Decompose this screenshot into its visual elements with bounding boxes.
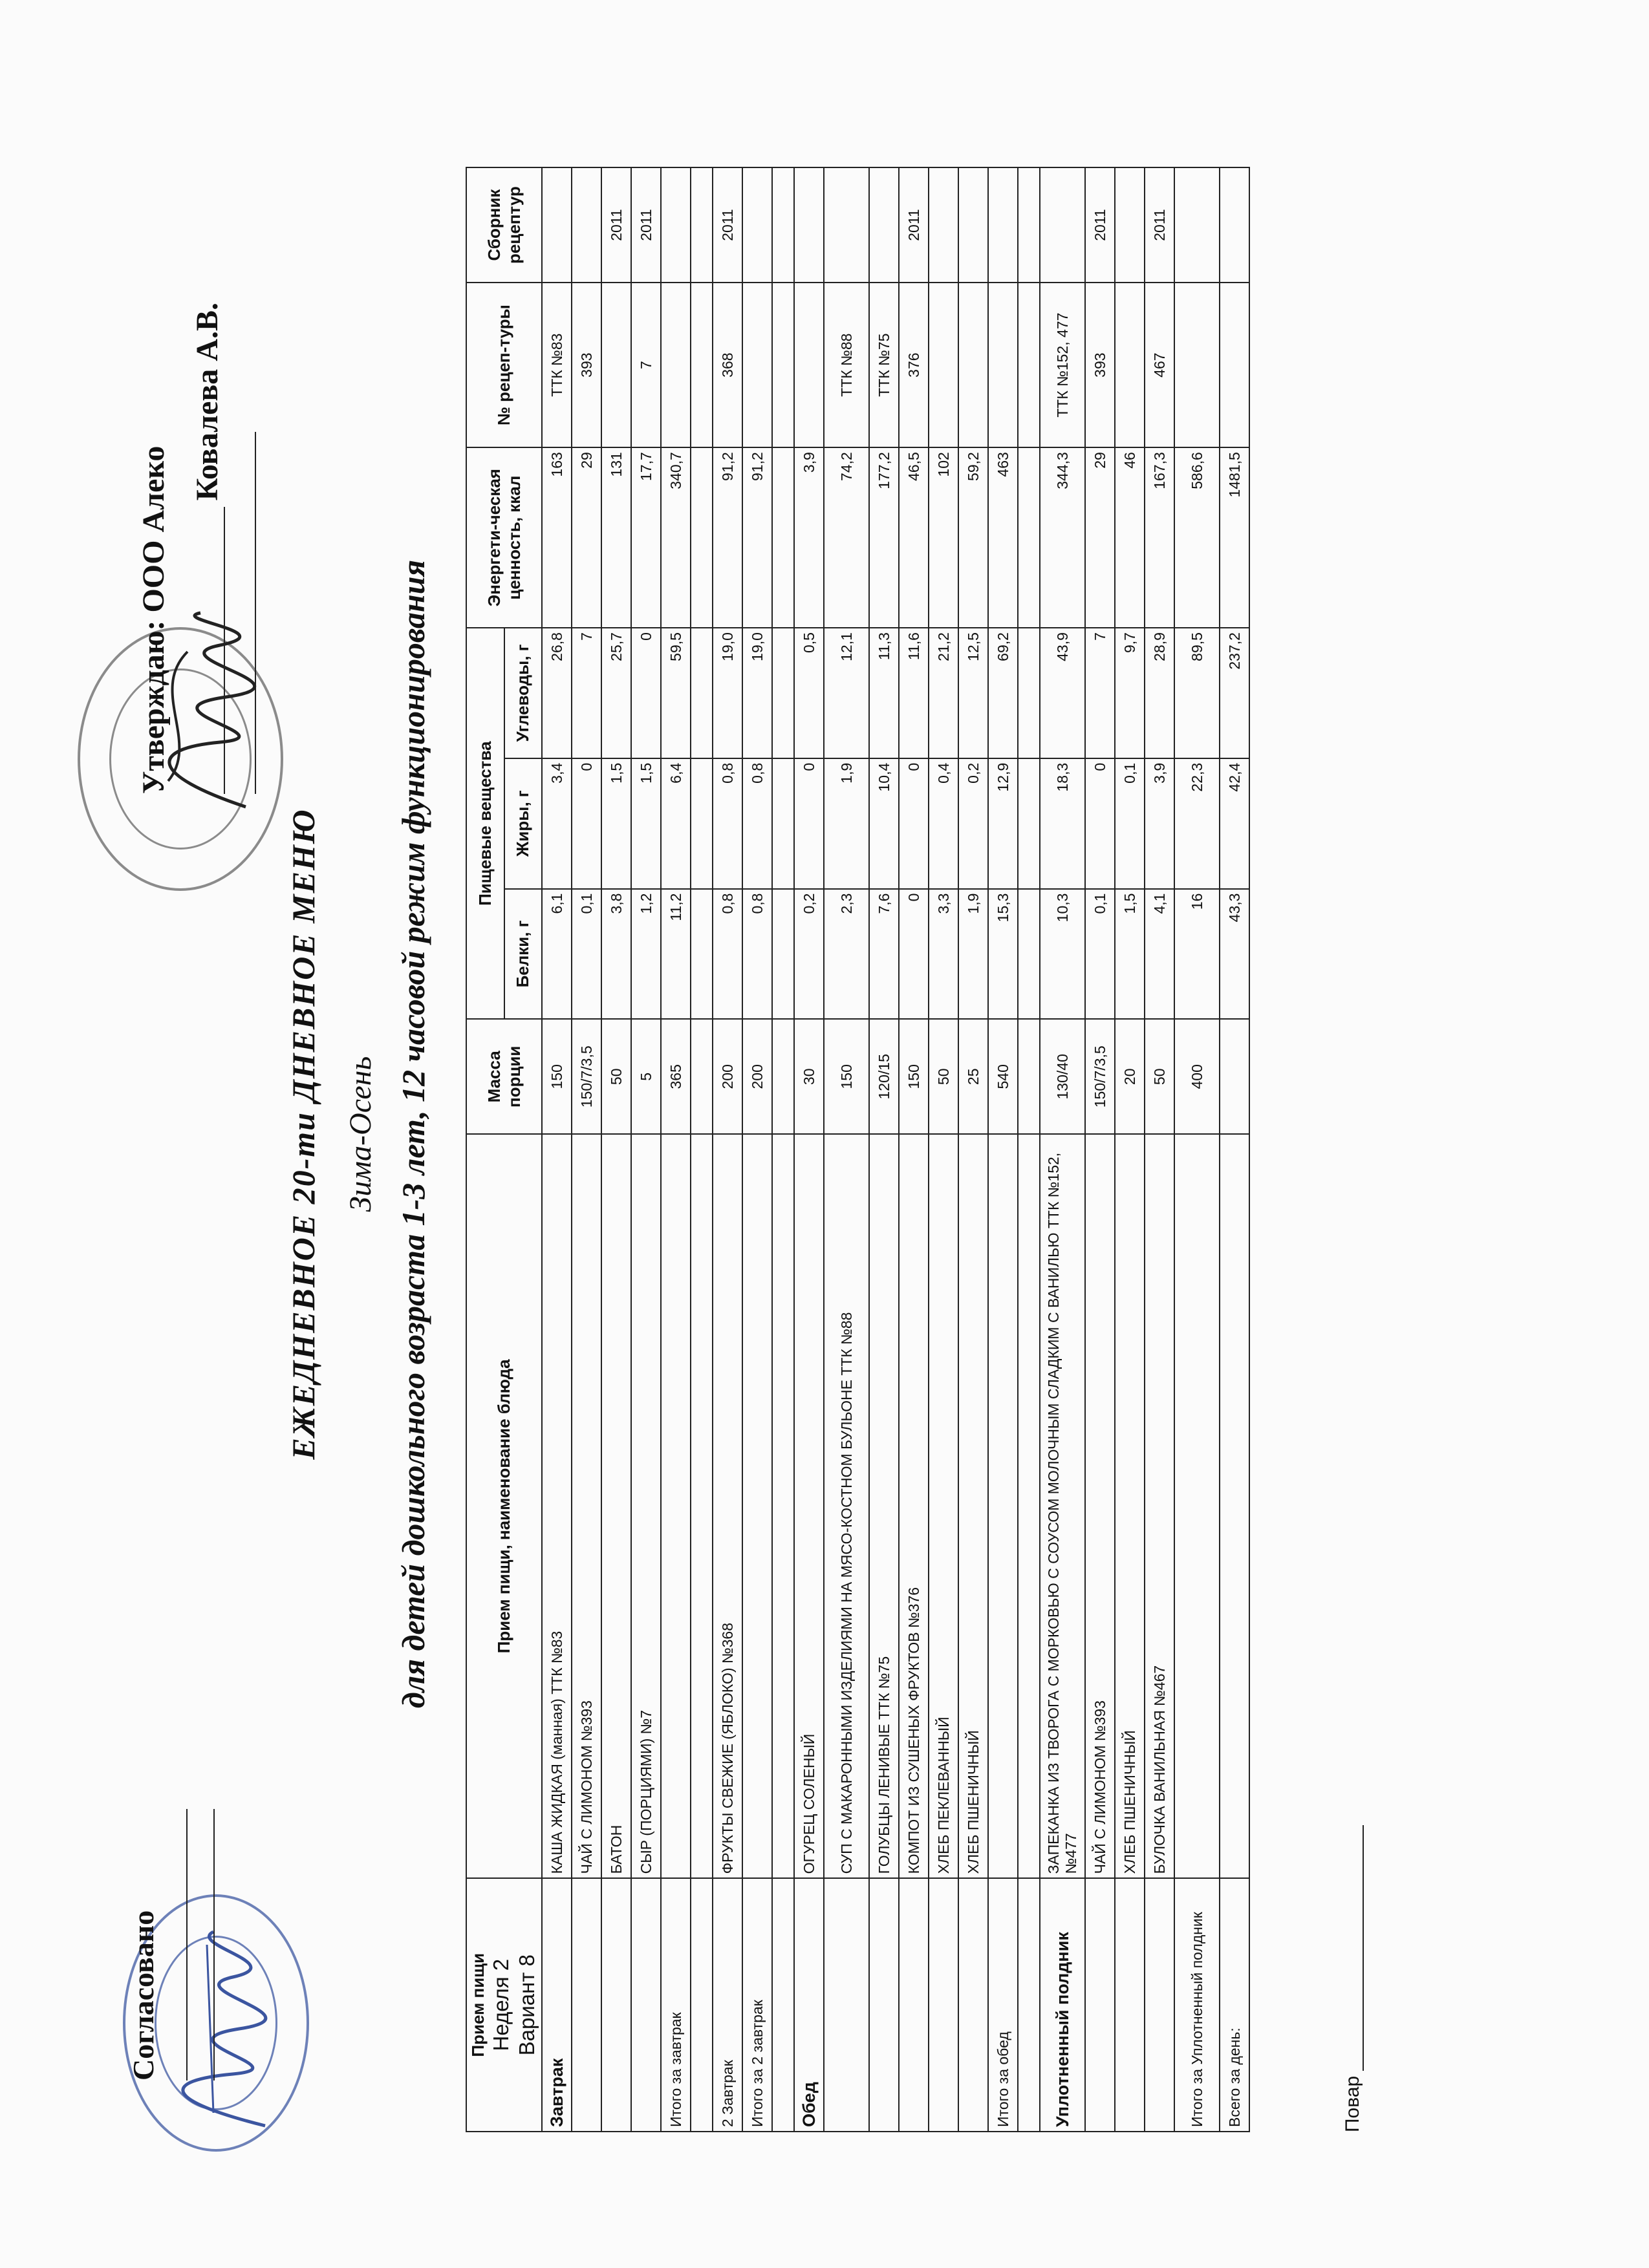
recipe-cell xyxy=(958,283,988,447)
mass-cell: 30 xyxy=(794,1019,824,1134)
energy-cell: 3,9 xyxy=(794,447,824,628)
header-energy: Энергети-ческая ценность, ккал xyxy=(466,447,542,628)
protein-cell: 3,3 xyxy=(929,889,958,1020)
protein-cell: 0 xyxy=(899,889,929,1020)
empty-cell xyxy=(742,1134,772,1878)
menu-table xyxy=(466,167,1250,2132)
table-row xyxy=(1040,167,1085,2132)
mass-cell: 50 xyxy=(1145,1019,1174,1134)
collection-cell xyxy=(824,167,869,283)
collection-cell: 2011 xyxy=(899,167,929,283)
empty-cell xyxy=(661,167,691,283)
fat-cell: 1,9 xyxy=(824,758,869,889)
carbs-cell: 7 xyxy=(1085,628,1115,758)
protein-cell: 0,1 xyxy=(1085,889,1115,1020)
week-label: Неделя 2 xyxy=(489,1958,513,2051)
recipe-cell: 368 xyxy=(713,283,742,447)
dish-name: БУЛОЧКА ВАНИЛЬНАЯ №467 xyxy=(1145,1134,1174,1878)
energy-cell: 91,2 xyxy=(713,447,742,628)
header-fat: Жиры, г xyxy=(504,758,543,889)
header-collection: Сборник рецептур xyxy=(466,167,542,283)
dish-name: СЫР (ПОРЦИЯМИ) №7 xyxy=(631,1134,661,1878)
empty-cell xyxy=(1220,1134,1249,1878)
carbs-cell: 9,7 xyxy=(1115,628,1145,758)
total-fat: 6,4 xyxy=(661,758,691,889)
mass-cell: 5 xyxy=(631,1019,661,1134)
recipe-cell: 376 xyxy=(899,283,929,447)
variant-label: Вариант 8 xyxy=(515,1954,539,2056)
meal-label-dinner: Уплотненный полдник xyxy=(1040,1878,1085,2132)
total-energy: 91,2 xyxy=(742,447,772,628)
fat-cell: 3,4 xyxy=(542,758,572,889)
collection-cell: 2011 xyxy=(601,167,631,283)
total-row-lunch xyxy=(988,167,1018,2132)
total-protein: 11,2 xyxy=(661,889,691,1020)
mass-cell: 150 xyxy=(899,1019,929,1134)
carbs-cell: 28,9 xyxy=(1145,628,1174,758)
fat-cell: 0,2 xyxy=(958,758,988,889)
meal-label-empty xyxy=(1085,1878,1115,2132)
recipe-cell: 467 xyxy=(1145,283,1174,447)
agreed-signature-line-2 xyxy=(194,1809,215,2081)
fat-cell: 0 xyxy=(1085,758,1115,889)
total-carbs: 19,0 xyxy=(742,628,772,758)
spacer-row xyxy=(691,167,713,2132)
meal-label-empty xyxy=(824,1878,869,2132)
collection-cell: 2011 xyxy=(631,167,661,283)
header-recipe: № рецеп-туры xyxy=(466,283,542,447)
empty-cell xyxy=(1220,167,1249,283)
mass-cell: 130/40 xyxy=(1040,1019,1085,1134)
recipe-cell xyxy=(794,283,824,447)
dish-name: ГОЛУБЦЫ ЛЕНИВЫЕ ТТК №75 xyxy=(869,1134,899,1878)
menu-title: ЕЖЕДНЕВНОЕ 20-ти ДНЕВНОЕ МЕНЮ xyxy=(285,808,321,1460)
approver-signature-line xyxy=(198,507,225,794)
empty-cell xyxy=(661,283,691,447)
total-fat: 22,3 xyxy=(1174,758,1220,889)
energy-cell: 59,2 xyxy=(958,447,988,628)
meal-label-empty xyxy=(958,1878,988,2132)
collection-cell: 2011 xyxy=(713,167,742,283)
agreed-block xyxy=(126,1809,215,2081)
dish-name: БАТОН xyxy=(601,1134,631,1878)
fat-cell: 3,9 xyxy=(1145,758,1174,889)
header-carbs: Углеводы, г xyxy=(504,628,543,758)
carbs-cell: 25,7 xyxy=(601,628,631,758)
header-dish: Прием пищи, наименование блюда xyxy=(466,1134,542,1878)
mass-cell: 20 xyxy=(1115,1019,1145,1134)
empty-cell xyxy=(1174,167,1220,283)
empty-cell xyxy=(988,167,1018,283)
mass-cell: 120/15 xyxy=(869,1019,899,1134)
table-row xyxy=(794,167,824,2132)
recipe-cell: ТТК №152, 477 xyxy=(1040,283,1085,447)
approved-label: Утверждаю: ООО Алеко xyxy=(136,445,171,794)
protein-cell: 10,3 xyxy=(1040,889,1085,1020)
table-row xyxy=(899,167,929,2132)
meal-label-empty xyxy=(929,1878,958,2132)
carbs-cell: 43,9 xyxy=(1040,628,1085,758)
recipe-cell: ТТК №75 xyxy=(869,283,899,447)
meal-label-empty xyxy=(601,1878,631,2132)
meal-label-lunch: Обед xyxy=(794,1878,824,2132)
spacer-row xyxy=(1018,167,1040,2132)
fat-cell: 10,4 xyxy=(869,758,899,889)
table-row xyxy=(631,167,661,2132)
protein-cell: 1,5 xyxy=(1115,889,1145,1020)
fat-cell: 0,4 xyxy=(929,758,958,889)
energy-cell: 167,3 xyxy=(1145,447,1174,628)
total-protein: 0,8 xyxy=(742,889,772,1020)
recipe-cell: 393 xyxy=(1085,283,1115,447)
header-meal: Прием пищи Неделя 2 Вариант 8 xyxy=(466,1878,542,2132)
table-header-row xyxy=(466,167,504,2132)
carbs-cell: 11,3 xyxy=(869,628,899,758)
meal-label-empty xyxy=(572,1878,601,2132)
protein-cell: 7,6 xyxy=(869,889,899,1020)
dish-name: СУП С МАКАРОННЫМИ ИЗДЕЛИЯМИ НА МЯСО-КОСТНОМ БУЛЬОНЕ ТТК №88 xyxy=(824,1134,869,1878)
table-row xyxy=(1145,167,1174,2132)
carbs-cell: 0 xyxy=(631,628,661,758)
energy-cell: 17,7 xyxy=(631,447,661,628)
dish-name: ХЛЕБ ПШЕНИЧНЫЙ xyxy=(958,1134,988,1878)
dish-name: ФРУКТЫ СВЕЖИЕ (ЯБЛОКО) №368 xyxy=(713,1134,742,1878)
total-mass: 400 xyxy=(1174,1019,1220,1134)
collection-cell xyxy=(929,167,958,283)
dish-name: ОГУРЕЦ СОЛЕНЫЙ xyxy=(794,1134,824,1878)
protein-cell: 0,2 xyxy=(794,889,824,1020)
empty-cell xyxy=(1220,1019,1249,1134)
meal-label-empty xyxy=(1145,1878,1174,2132)
empty-cell xyxy=(1220,283,1249,447)
carbs-cell: 19,0 xyxy=(713,628,742,758)
mass-cell: 150 xyxy=(824,1019,869,1134)
approver-name: Ковалева А.В. xyxy=(190,303,224,501)
mass-cell: 150/7/3,5 xyxy=(572,1019,601,1134)
mass-cell: 50 xyxy=(929,1019,958,1134)
collection-cell xyxy=(572,167,601,283)
fat-cell: 0 xyxy=(794,758,824,889)
collection-cell xyxy=(542,167,572,283)
meal-label-empty xyxy=(631,1878,661,2132)
energy-cell: 29 xyxy=(572,447,601,628)
day-total-fat: 42,4 xyxy=(1220,758,1249,889)
fat-cell: 1,5 xyxy=(631,758,661,889)
dish-name: ЧАЙ С ЛИМОНОМ №393 xyxy=(1085,1134,1115,1878)
recipe-cell: 393 xyxy=(572,283,601,447)
total-protein: 15,3 xyxy=(988,889,1018,1020)
dish-name: ХЛЕБ ПШЕНИЧНЫЙ xyxy=(1115,1134,1145,1878)
meal-label-empty xyxy=(899,1878,929,2132)
table-row xyxy=(824,167,869,2132)
empty-cell xyxy=(742,167,772,283)
header-mass: Масса порции xyxy=(466,1019,542,1134)
energy-cell: 102 xyxy=(929,447,958,628)
energy-cell: 131 xyxy=(601,447,631,628)
empty-cell xyxy=(661,1134,691,1878)
day-total-protein: 43,3 xyxy=(1220,889,1249,1020)
recipe-cell: 7 xyxy=(631,283,661,447)
spacer-row xyxy=(772,167,794,2132)
collection-cell xyxy=(869,167,899,283)
energy-cell: 46 xyxy=(1115,447,1145,628)
protein-cell: 3,8 xyxy=(601,889,631,1020)
mass-cell: 50 xyxy=(601,1019,631,1134)
approved-block xyxy=(136,303,256,794)
collection-cell xyxy=(794,167,824,283)
season-subtitle: Зима-Осень xyxy=(343,1056,378,1212)
header-protein: Белки, г xyxy=(504,889,543,1020)
fat-cell: 0,1 xyxy=(1115,758,1145,889)
total-carbs: 89,5 xyxy=(1174,628,1220,758)
meal-label-empty xyxy=(1115,1878,1145,2132)
agreed-label: Согласовано xyxy=(127,1910,160,2081)
total-row-snack2 xyxy=(742,167,772,2132)
approver-date-line xyxy=(235,432,256,794)
collection-cell: 2011 xyxy=(1085,167,1115,283)
mass-cell: 150/7/3,5 xyxy=(1085,1019,1115,1134)
protein-cell: 0,1 xyxy=(572,889,601,1020)
total-energy: 463 xyxy=(988,447,1018,628)
energy-cell: 29 xyxy=(1085,447,1115,628)
day-total-energy: 1481,5 xyxy=(1220,447,1249,628)
total-label: Итого за обед xyxy=(988,1878,1018,2132)
carbs-cell: 7 xyxy=(572,628,601,758)
recipe-cell: ТТК №83 xyxy=(542,283,572,447)
carbs-cell: 26,8 xyxy=(542,628,572,758)
total-fat: 0,8 xyxy=(742,758,772,889)
collection-cell xyxy=(1115,167,1145,283)
dish-name: ЧАЙ С ЛИМОНОМ №393 xyxy=(572,1134,601,1878)
total-carbs: 69,2 xyxy=(988,628,1018,758)
total-carbs: 59,5 xyxy=(661,628,691,758)
cook-label: Повар xyxy=(1342,2075,1363,2132)
dish-name: ХЛЕБ ПЕКЛЕВАННЫЙ xyxy=(929,1134,958,1878)
total-mass: 200 xyxy=(742,1019,772,1134)
table-row xyxy=(572,167,601,2132)
total-row-dinner xyxy=(1174,167,1220,2132)
protein-cell: 0,8 xyxy=(713,889,742,1020)
energy-cell: 46,5 xyxy=(899,447,929,628)
dish-name: КОМПОТ ИЗ СУШЕНЫХ ФРУКТОВ №376 xyxy=(899,1134,929,1878)
empty-cell xyxy=(1174,1134,1220,1878)
table-row xyxy=(958,167,988,2132)
collection-cell xyxy=(1040,167,1085,283)
total-label: Итого за Уплотненный полдник xyxy=(1174,1878,1220,2132)
day-total-carbs: 237,2 xyxy=(1220,628,1249,758)
carbs-cell: 12,1 xyxy=(824,628,869,758)
fat-cell: 0,8 xyxy=(713,758,742,889)
table-row xyxy=(1085,167,1115,2132)
empty-cell xyxy=(988,283,1018,447)
protein-cell: 2,3 xyxy=(824,889,869,1020)
fat-cell: 0 xyxy=(899,758,929,889)
table-row xyxy=(713,167,742,2132)
table-row xyxy=(929,167,958,2132)
energy-cell: 74,2 xyxy=(824,447,869,628)
energy-cell: 163 xyxy=(542,447,572,628)
header-nutrients: Пищевые вещества xyxy=(466,628,504,1019)
carbs-cell: 12,5 xyxy=(958,628,988,758)
total-energy: 586,6 xyxy=(1174,447,1220,628)
day-total-row xyxy=(1220,167,1249,2132)
total-label: Итого за завтрак xyxy=(661,1878,691,2132)
cook-signature-line xyxy=(1344,1825,1364,2071)
table-row xyxy=(1115,167,1145,2132)
meal-label-empty xyxy=(869,1878,899,2132)
recipe-cell xyxy=(1115,283,1145,447)
protein-cell: 6,1 xyxy=(542,889,572,1020)
dish-name: КАША ЖИДКАЯ (манная) ТТК №83 xyxy=(542,1134,572,1878)
total-protein: 16 xyxy=(1174,889,1220,1020)
collection-cell: 2011 xyxy=(1145,167,1174,283)
total-row-breakfast xyxy=(661,167,691,2132)
carbs-cell: 11,6 xyxy=(899,628,929,758)
fat-cell: 1,5 xyxy=(601,758,631,889)
table-row xyxy=(869,167,899,2132)
fat-cell: 0 xyxy=(572,758,601,889)
total-label: Итого за 2 завтрак xyxy=(742,1878,772,2132)
carbs-cell: 21,2 xyxy=(929,628,958,758)
day-total-label: Всего за день: xyxy=(1220,1878,1249,2132)
empty-cell xyxy=(988,1134,1018,1878)
mass-cell: 200 xyxy=(713,1019,742,1134)
agreed-signature-line xyxy=(167,1809,188,2081)
cook-signature xyxy=(1342,1825,1364,2132)
total-mass: 540 xyxy=(988,1019,1018,1134)
energy-cell: 344,3 xyxy=(1040,447,1085,628)
mass-cell: 150 xyxy=(542,1019,572,1134)
protein-cell: 1,2 xyxy=(631,889,661,1020)
mass-cell: 25 xyxy=(958,1019,988,1134)
carbs-cell: 0,5 xyxy=(794,628,824,758)
recipe-cell: ТТК №88 xyxy=(824,283,869,447)
table-row xyxy=(601,167,631,2132)
empty-cell xyxy=(742,283,772,447)
total-mass: 365 xyxy=(661,1019,691,1134)
meal-label-snack2: 2 Завтрак xyxy=(713,1878,742,2132)
meal-label-breakfast: Завтрак xyxy=(542,1878,572,2132)
protein-cell: 1,9 xyxy=(958,889,988,1020)
total-fat: 12,9 xyxy=(988,758,1018,889)
audience-subtitle: для детей дошкольного возраста 1-3 лет, 12 часовой режим функционирования xyxy=(395,559,431,1709)
recipe-cell xyxy=(929,283,958,447)
recipe-cell xyxy=(601,283,631,447)
empty-cell xyxy=(1174,283,1220,447)
table-row xyxy=(542,167,572,2132)
dish-name: ЗАПЕКАНКА ИЗ ТВОРОГА С МОРКОВЬЮ С СОУСОМ МОЛОЧНЫМ СЛАДКИМ С ВАНИЛЬЮ ТТК №152, №477 xyxy=(1040,1134,1085,1878)
energy-cell: 177,2 xyxy=(869,447,899,628)
collection-cell xyxy=(958,167,988,283)
protein-cell: 4,1 xyxy=(1145,889,1174,1020)
total-energy: 340,7 xyxy=(661,447,691,628)
fat-cell: 18,3 xyxy=(1040,758,1085,889)
